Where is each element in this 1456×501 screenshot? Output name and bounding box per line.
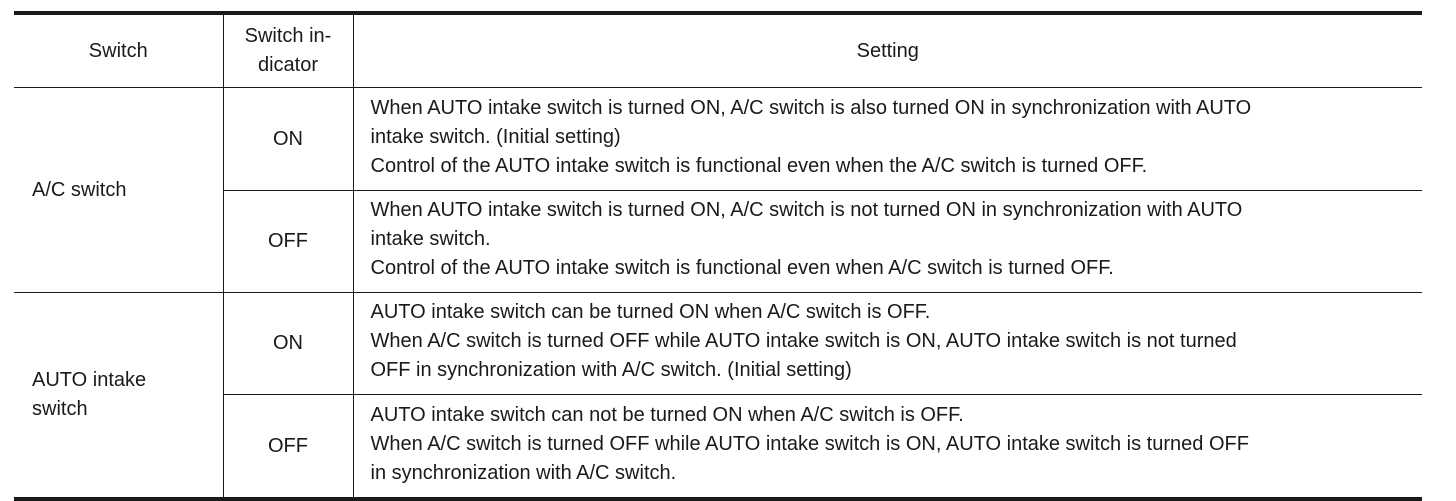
switch-cell-ac	[14, 88, 223, 293]
settings-table-container	[14, 11, 1422, 501]
setting-cell	[353, 88, 1422, 191]
switch-name-line-2: switch	[32, 398, 88, 420]
header-row	[14, 13, 1422, 88]
setting-line: intake switch.	[370, 228, 491, 250]
setting-line: in synchronization with A/C switch.	[370, 461, 677, 484]
indicator-cell: OFF	[223, 191, 353, 293]
switch-name-line-1: A/C switch	[32, 178, 127, 201]
header-switch: Switch	[14, 13, 223, 88]
setting-line: AUTO intake switch can be turned ON when A/C switch is OFF.	[370, 301, 931, 323]
setting-line: AUTO intake switch can not be turned ON when A/C switch is OFF.	[370, 403, 964, 426]
setting-line: When A/C switch is turned OFF while AUTO intake switch is ON, AUTO intake switch is turned OFF	[370, 432, 1249, 455]
table-row	[14, 88, 1422, 191]
table-row	[14, 191, 1422, 293]
setting-cell	[353, 293, 1422, 395]
header-setting: Setting	[353, 13, 1422, 88]
setting-line: intake switch. (Initial setting)	[370, 125, 621, 148]
indicator-cell: ON	[223, 293, 353, 395]
setting-line: OFF in synchronization with A/C switch. (Initial setting)	[370, 359, 852, 381]
table-row	[14, 395, 1422, 500]
table-row	[14, 293, 1422, 395]
switch-cell-auto-intake	[14, 293, 223, 500]
setting-line: When AUTO intake switch is turned ON, A/C switch is also turned ON in synchronization with AUTO	[370, 96, 1252, 119]
switch-name-line-1: AUTO intake	[32, 369, 147, 391]
setting-line: When A/C switch is turned OFF while AUTO intake switch is ON, AUTO intake switch is not turned	[370, 330, 1237, 352]
indicator-cell: ON	[223, 88, 353, 191]
indicator-cell: OFF	[223, 395, 353, 500]
header-indicator-line-1: Switch in-	[244, 25, 332, 47]
setting-cell	[353, 395, 1422, 500]
setting-line: When AUTO intake switch is turned ON, A/C switch is not turned ON in synchronization with AUTO	[370, 199, 1243, 221]
setting-line: Control of the AUTO intake switch is functional even when the A/C switch is turned OFF.	[370, 154, 1148, 177]
header-indicator-line-2: dicator	[257, 54, 319, 76]
switch-settings-table	[14, 11, 1422, 501]
setting-cell	[353, 191, 1422, 293]
setting-line: Control of the AUTO intake switch is functional even when A/C switch is turned OFF.	[370, 257, 1114, 279]
header-switch-indicator	[223, 13, 353, 88]
